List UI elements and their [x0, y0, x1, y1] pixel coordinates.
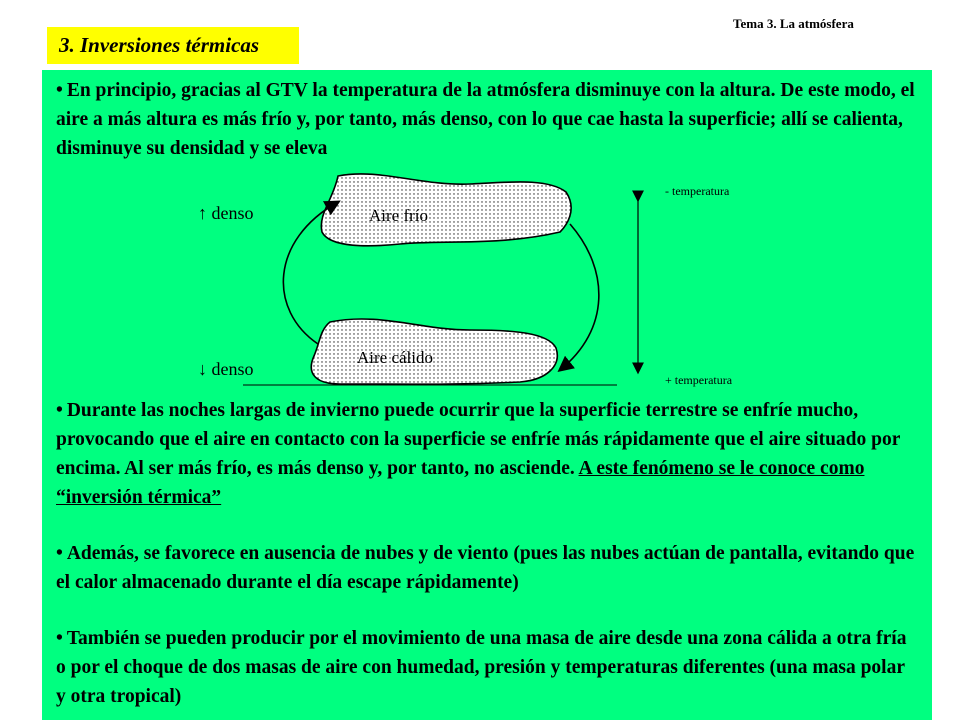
- topic-label: Tema 3. La atmósfera: [733, 16, 854, 31]
- descending-arrow: [560, 224, 599, 370]
- paragraph-conditions-text: Además, se favorece en ausencia de nubes y de viento (pues las nubes actúan de pantalla, evitando que el calor almacenado durante el día escape rápidamente): [56, 543, 915, 593]
- denser-label: ↑ denso: [198, 203, 254, 223]
- temp-minus-label: - temperatura: [665, 184, 730, 198]
- bullet: •: [56, 80, 63, 101]
- warm-air-blob: [311, 319, 557, 384]
- paragraph-inversion-text: Durante las noches largas de invierno puede ocurrir que la superficie terrestre se enfríe mucho, provocando que el aire en contacto con la superficie se enfríe más rápidamente que el aire situado por encima. Al ser más frío, es más denso y, por tanto, no asciende.: [56, 400, 901, 479]
- less-dense-label: ↓ denso: [198, 359, 254, 379]
- paragraph-causes-text: También se pueden producir por el movimiento de una masa de aire desde una zona cálida a otra fría o por el choque de dos masas de aire con humedad, presión y temperaturas diferentes (una masa polar y otra tropical): [56, 628, 907, 707]
- section-title: 3. Inversiones térmicas: [47, 27, 299, 64]
- paragraph-causes: [56, 624, 916, 711]
- warm-air-label: Aire cálido: [357, 348, 433, 367]
- cold-air-blob: [321, 174, 571, 246]
- cold-air-label: Aire frío: [369, 206, 429, 225]
- temp-plus-label: + temperatura: [665, 373, 733, 387]
- inversion-definition: A este fenómeno se le conoce como “inversión térmica”: [56, 458, 865, 508]
- bullet: •: [56, 400, 63, 421]
- paragraph-intro-text: En principio, gracias al GTV la temperatura de la atmósfera disminuye con la altura. De este modo, el aire a más altura es más frío y, por tanto, más denso, con lo que cae hasta la superficie; allí se calienta, disminuye su densidad y se eleva: [56, 80, 915, 159]
- bullet: •: [56, 628, 63, 649]
- paragraph-conditions: [56, 539, 916, 597]
- bullet: •: [56, 543, 63, 564]
- paragraph-inversion: [56, 396, 916, 512]
